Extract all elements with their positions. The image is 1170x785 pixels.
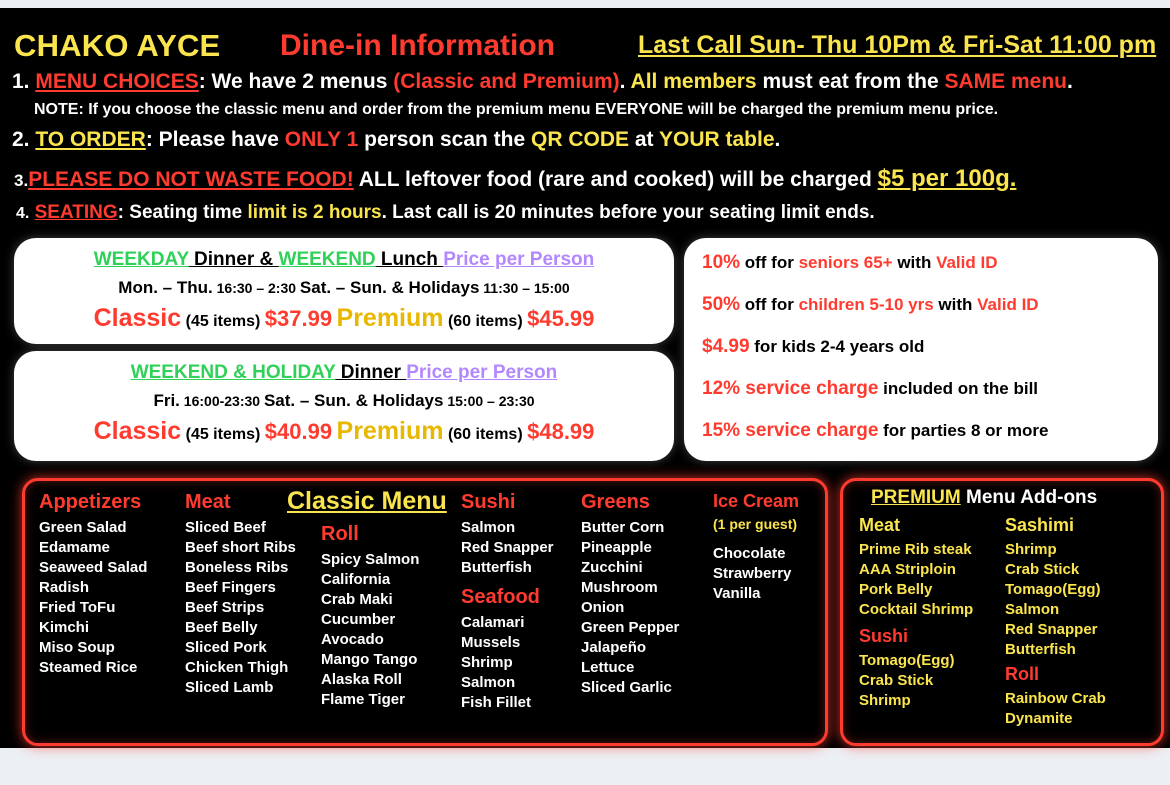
rule1-text-a: : We have 2 menus	[198, 70, 394, 93]
list-item: Dynamite	[1005, 709, 1073, 727]
premium-menu-title	[871, 487, 1097, 509]
list-item: Beef short Ribs	[185, 538, 296, 556]
list-item: AAA Striploin	[859, 560, 956, 578]
price-card-weekday-prices	[14, 304, 674, 333]
discount-0-c: seniors 65+	[798, 253, 893, 272]
rule2-text-e: at	[629, 128, 659, 151]
pc2-days2: Sat. – Sun. & Holidays	[263, 391, 444, 410]
discount-children	[702, 294, 1039, 316]
discount-4-b: for parties 8 or more	[878, 421, 1049, 440]
pc1-classic-price: $37.99	[264, 306, 333, 331]
list-item: Fish Fillet	[461, 693, 532, 711]
list-item: Tomago(Egg)	[1005, 580, 1101, 598]
discount-1-c: children 5-10 yrs	[798, 295, 934, 314]
list-item: Beef Fingers	[185, 578, 276, 596]
menu-column-greens-head: Greens	[581, 491, 650, 513]
pc2-classic-price: $40.99	[264, 419, 333, 444]
discounts-card	[684, 238, 1158, 461]
pc2-title-a: WEEKEND & HOLIDAY	[130, 362, 336, 383]
rule1-text-e: must eat from the	[756, 70, 945, 93]
pc1-hours1: 16:30 – 2:30	[212, 280, 300, 296]
list-item: Salmon	[461, 673, 516, 691]
discount-1-e: Valid ID	[977, 295, 1039, 314]
rule4-number: 4.	[16, 205, 30, 222]
list-item: Red Snapper	[461, 538, 554, 556]
menu-column-seafood-head: Seafood	[461, 585, 540, 608]
price-card-weekday-hours	[14, 278, 674, 298]
pc2-premium-label: Premium	[336, 417, 444, 445]
pc2-classic-label: Classic	[93, 417, 182, 445]
list-item: Cocktail Shrimp	[859, 600, 974, 618]
rule4-text-b: limit is 2 hours	[247, 202, 382, 223]
list-item: Miso Soup	[39, 638, 115, 656]
list-item: Vanilla	[713, 584, 761, 602]
list-item: Salmon	[1005, 600, 1060, 618]
rule2-text-f: YOUR table	[659, 128, 775, 151]
list-item: Kimchi	[39, 618, 90, 636]
discount-0-b: off for	[740, 253, 799, 272]
rule2-number: 2.	[12, 128, 30, 151]
list-item: Onion	[581, 598, 625, 616]
premium-column-right	[1005, 515, 1155, 729]
price-card-weekend	[14, 351, 674, 461]
list-item: Chicken Thigh	[185, 658, 289, 676]
menu-column-meat-head: Meat	[185, 491, 231, 513]
rule2-text-c: person scan the	[358, 128, 532, 151]
premium-menu-panel	[840, 478, 1164, 746]
pc1-title-d: Lunch	[375, 249, 444, 270]
list-item: California	[321, 570, 391, 588]
discount-1-d: with	[933, 295, 978, 314]
menu-column-roll-head: Roll	[321, 523, 359, 545]
rule3-text-a: ALL leftover food (rare and cooked) will be charged	[353, 168, 878, 191]
price-card-weekend-hours	[14, 391, 674, 411]
pc2-hours2: 15:00 – 23:30	[443, 393, 535, 409]
list-item: Lettuce	[581, 658, 635, 676]
rule-menu-choices-note: NOTE: If you choose the classic menu and order from the premium menu EVERYONE will be charged the premium menu price.	[34, 101, 999, 118]
discount-2-a: $4.99	[702, 336, 750, 357]
rule1-text-g: .	[1067, 70, 1073, 93]
premium-sashimi-head: Sashimi	[1005, 515, 1075, 535]
menu-column-sushi-head: Sushi	[461, 491, 516, 513]
list-item: Rainbow Crab	[1005, 689, 1106, 707]
pc2-classic-items: (45 items)	[185, 426, 261, 443]
rule3-penalty: $5 per 100g.	[877, 165, 1017, 192]
list-item: Calamari	[461, 613, 525, 631]
list-item: Beef Belly	[185, 618, 258, 636]
list-item: Sliced Garlic	[581, 678, 672, 696]
list-item: Mussels	[461, 633, 521, 651]
menu-column-appetizers	[39, 491, 189, 678]
last-call-notice: Last Call Sun- Thu 10Pm & Fri-Sat 11:00 pm	[638, 31, 1157, 59]
menu-column-sushi-seafood	[461, 491, 581, 713]
pc1-title-a: WEEKDAY	[93, 249, 189, 270]
discount-kids	[702, 336, 924, 358]
list-item: Strawberry	[713, 564, 792, 582]
list-item: Shrimp	[461, 653, 513, 671]
service-charge-standard	[702, 378, 1038, 400]
rule3-number: 3.	[14, 171, 29, 190]
menu-column-ice-cream-head: Ice Cream	[713, 491, 800, 511]
rule-no-waste	[14, 165, 1016, 193]
pc2-title-b: Dinner	[335, 362, 407, 383]
list-item: Sliced Beef	[185, 519, 266, 536]
discount-3-b: included on the bill	[878, 379, 1039, 398]
premium-title-b: Menu Add-ons	[960, 487, 1098, 508]
menu-board	[0, 8, 1170, 748]
brand-title: CHAKO AYCE	[14, 28, 221, 63]
pc1-title-b: Dinner &	[188, 249, 279, 270]
pc1-premium-price: $45.99	[527, 306, 595, 331]
list-item: Seaweed Salad	[39, 558, 148, 576]
list-item: Crab Maki	[321, 590, 393, 608]
premium-roll-head: Roll	[1005, 663, 1039, 684]
discount-0-e: Valid ID	[936, 253, 998, 272]
board-header	[0, 28, 1170, 68]
pc1-premium-label: Premium	[336, 304, 444, 332]
list-item: Zucchini	[581, 558, 643, 576]
pc1-title-c: WEEKEND	[278, 249, 376, 270]
premium-meat-head: Meat	[859, 515, 901, 535]
list-item: Green Salad	[39, 519, 127, 536]
pc1-title-e: Price per Person	[443, 249, 595, 270]
discount-4-a: 15% service charge	[702, 420, 879, 441]
premium-title-a: PREMIUM	[871, 487, 961, 508]
menu-column-meat	[185, 491, 325, 697]
rule1-number: 1.	[12, 70, 30, 93]
menu-column-roll	[321, 523, 461, 710]
classic-menu-title: Classic Menu	[287, 487, 447, 515]
list-item: Butterfish	[1005, 640, 1076, 658]
list-item: Salmon	[461, 519, 516, 536]
pc1-premium-items: (60 items)	[447, 313, 523, 330]
rule-seating	[16, 202, 875, 224]
list-item: Butter Corn	[581, 519, 665, 536]
pc2-premium-items: (60 items)	[447, 426, 523, 443]
list-item: Crab Stick	[859, 671, 934, 689]
list-item: Spicy Salmon	[321, 551, 420, 568]
pc1-days2: Sat. – Sun. & Holidays	[299, 278, 480, 297]
price-card-weekend-title	[14, 362, 674, 384]
list-item: Mango Tango	[321, 650, 418, 668]
list-item: Shrimp	[1005, 541, 1057, 558]
rule3-label: PLEASE DO NOT WASTE FOOD!	[28, 168, 354, 191]
list-item: Sliced Lamb	[185, 678, 274, 696]
price-card-weekday-title	[14, 249, 674, 271]
page-title: Dine-in Information	[280, 29, 555, 62]
list-item: Red Snapper	[1005, 620, 1098, 638]
pc2-premium-price: $48.99	[527, 419, 595, 444]
list-item: Pineapple	[581, 538, 652, 556]
rule1-text-f: SAME menu	[944, 70, 1067, 93]
list-item: Tomago(Egg)	[859, 651, 955, 669]
discount-0-d: with	[892, 253, 937, 272]
list-item: Sliced Pork	[185, 638, 267, 656]
discount-0-a: 10%	[702, 252, 741, 273]
classic-menu-panel	[22, 478, 828, 746]
list-item: Green Pepper	[581, 618, 680, 636]
list-item: Mushroom	[581, 578, 658, 596]
discount-1-a: 50%	[702, 294, 741, 315]
discount-seniors	[702, 252, 997, 274]
pc2-hours1: 16:00-23:30	[179, 393, 264, 409]
rule4-label: SEATING	[34, 202, 118, 223]
rule2-text-d: QR CODE	[531, 128, 630, 151]
list-item: Flame Tiger	[321, 690, 405, 708]
rule1-label: MENU CHOICES	[35, 70, 199, 93]
rule2-label: TO ORDER	[35, 128, 146, 151]
pc2-days1: Fri.	[153, 391, 180, 410]
rule1-text-c: .	[619, 70, 631, 93]
rule-to-order	[12, 128, 780, 152]
price-card-weekend-prices	[14, 417, 674, 446]
premium-sushi-head: Sushi	[859, 625, 909, 646]
menu-column-appetizers-head: Appetizers	[39, 491, 142, 513]
discount-3-a: 12% service charge	[702, 378, 879, 399]
menu-column-ice-cream	[713, 491, 823, 604]
list-item: Pork Belly	[859, 580, 933, 598]
pc1-classic-items: (45 items)	[185, 313, 261, 330]
list-item: Avocado	[321, 630, 384, 648]
rule-menu-choices	[12, 70, 1073, 94]
rule4-text-a: : Seating time	[117, 202, 248, 223]
ice-cream-note: (1 per guest)	[713, 516, 798, 532]
pc2-title-e: Price per Person	[406, 362, 558, 383]
list-item: Jalapeño	[581, 638, 647, 656]
list-item: Butterfish	[461, 558, 532, 576]
rule2-text-b: ONLY 1	[284, 128, 359, 151]
price-card-weekday	[14, 238, 674, 344]
list-item: Cucumber	[321, 610, 396, 628]
rule1-text-d: All members	[630, 70, 757, 93]
list-item: Alaska Roll	[321, 670, 402, 688]
premium-column-left	[859, 515, 999, 711]
list-item: Radish	[39, 578, 90, 596]
list-item: Beef Strips	[185, 598, 265, 616]
list-item: Boneless Ribs	[185, 558, 289, 576]
list-item: Shrimp	[859, 691, 911, 709]
service-charge-large-party	[702, 420, 1048, 442]
list-item: Steamed Rice	[39, 658, 138, 676]
rule1-text-b: (Classic and Premium)	[393, 70, 620, 93]
rule2-text-g: .	[774, 128, 781, 151]
discount-2-b: for kids 2-4 years old	[749, 337, 925, 356]
list-item: Edamame	[39, 538, 110, 556]
pc1-hours2: 11:30 – 15:00	[479, 280, 570, 296]
list-item: Prime Rib steak	[859, 541, 972, 558]
pc1-classic-label: Classic	[93, 304, 182, 332]
list-item: Chocolate	[713, 545, 786, 562]
list-item: Fried ToFu	[39, 598, 116, 616]
pc1-days1: Mon. – Thu.	[118, 278, 213, 297]
list-item: Crab Stick	[1005, 560, 1080, 578]
rule4-text-c: . Last call is 20 minutes before your seating limit ends.	[381, 202, 875, 223]
discount-1-b: off for	[740, 295, 799, 314]
rule2-text-a: : Please have	[145, 128, 285, 151]
menu-column-greens	[581, 491, 711, 697]
